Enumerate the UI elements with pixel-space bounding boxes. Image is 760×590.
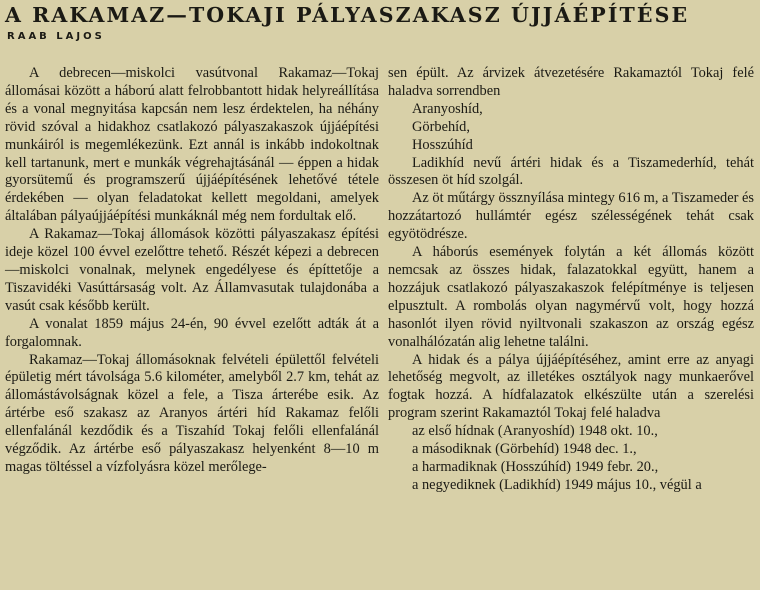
right-column: [388, 65, 754, 495]
left-column: [5, 65, 379, 477]
bridge-list-item: Aranyoshíd,: [412, 100, 483, 117]
paragraph-opening-date: A vonalat 1859 május 24-én, 90 évvel ezelőtt adták át a forgalomnak.: [5, 315, 379, 350]
schedule-item: a másodiknak (Görbehíd) 1948 dec. 1.,: [412, 441, 637, 458]
paragraph-distance: Rakamaz—Tokaj állomásoknak felvételi épülettől felvételi épületig mért távolsága 5.6 kilométer, amelyből 2.7 km, tehát az állomástávolságnak közel a fele, a Tisza árterébe esik. Az ártérbe eső szakasz az Aranyos ártéri híd Rakamaz felőli ellenfalánál kezdődik és a Tiszahíd Tokaj felőli ellenfalánál végződik. Az ártérbe eső pályaszakasz helyenként 8—10 m magas töltéssel a vízfolyásra közel merőlege-: [5, 351, 379, 475]
schedule-item: az első hídnak (Aranyoshíd) 1948 okt. 10.,: [412, 423, 658, 440]
paragraph-span: Az öt műtárgy össznyílása mintegy 616 m, a Tiszameder és hozzátartozó hullámtér egész szélességének tehát csak egyötödrésze.: [388, 190, 754, 243]
paragraph-continuation: sen épült. Az árvizek átvezetésére Rakamaztól Tokaj felé haladva sorrendben: [388, 65, 754, 99]
paragraph-history: A Rakamaz—Tokaj állomások közötti pályaszakasz építési ideje közel 100 évvel ezelőttre tehető. Részét képezi a debrecen—miskolci vonalnak, melynek engedélyese és építtetője a Tiszavidéki Vasúttársaság volt. Az Államvasutak tulajdonába a vasút csak később került.: [5, 226, 379, 314]
schedule-item: a negyediknek (Ladikhíd) 1949 május 10., végül a: [412, 476, 702, 493]
article-title: A RAKAMAZ—TOKAJI PÁLYASZAKASZ ÚJJÁÉPÍTÉSE: [5, 3, 690, 27]
bridge-list-item: Hosszúhíd: [412, 136, 473, 153]
bridge-list-item: Görbehíd,: [412, 118, 470, 135]
paragraph-intro: A debrecen—miskolci vasútvonal Rakamaz—Tokaj állomásai között a háború alatt felrobbantott hidak helyreállítása és a vonal megnyitása kapcsán nem lesz érdektelen, ha néhány rövid szóval a hidakhoz csatlakozó pályaszakaszok újjáépítési munkáiról is megemlékezünk. Ezt annál is inkább indokoltnak kell tartanunk, mert e munkák végrehajtásánál — éppen a hidak gyorsütemű és programszerű újjáépítésének lehetővé tétele érdekében — olyan feladatokat kellett megoldani, amelyek általában pályaújjáépítési munkáknál még nem fordultak elő.: [5, 65, 379, 225]
paragraph-war-damage: A háborús események folytán a két állomás között nemcsak az összes hidak, falazatokkal együtt, hanem a hozzájuk csatlakozó pályaszakaszok felépítménye is teljesen elpusztult. A rombolás olyan nagymérvű volt, hogy hozzá hasonlót ilyen rövid nyiltvonali szakaszon az ország egész vonalhálózatán alig lehetne találni.: [388, 244, 754, 350]
paragraph-bridges: Ladikhíd nevű ártéri hidak és a Tiszamederhíd, tehát összesen öt híd szolgál.: [388, 154, 754, 189]
schedule-item: a harmadiknak (Hosszúhíd) 1949 febr. 20.,: [412, 458, 659, 475]
article-author: RAAB LAJOS: [7, 31, 105, 42]
paragraph-reconstruction: A hidak és a pálya újjáépítéséhez, amint erre az anyagi lehetőség megvolt, az illetékes osztályok nagy munkaerővel fogtak hozzá. A hídfalazatok elkészülte után a szerelési program szerint Rakamaztól Tokaj felé haladva: [388, 351, 754, 422]
